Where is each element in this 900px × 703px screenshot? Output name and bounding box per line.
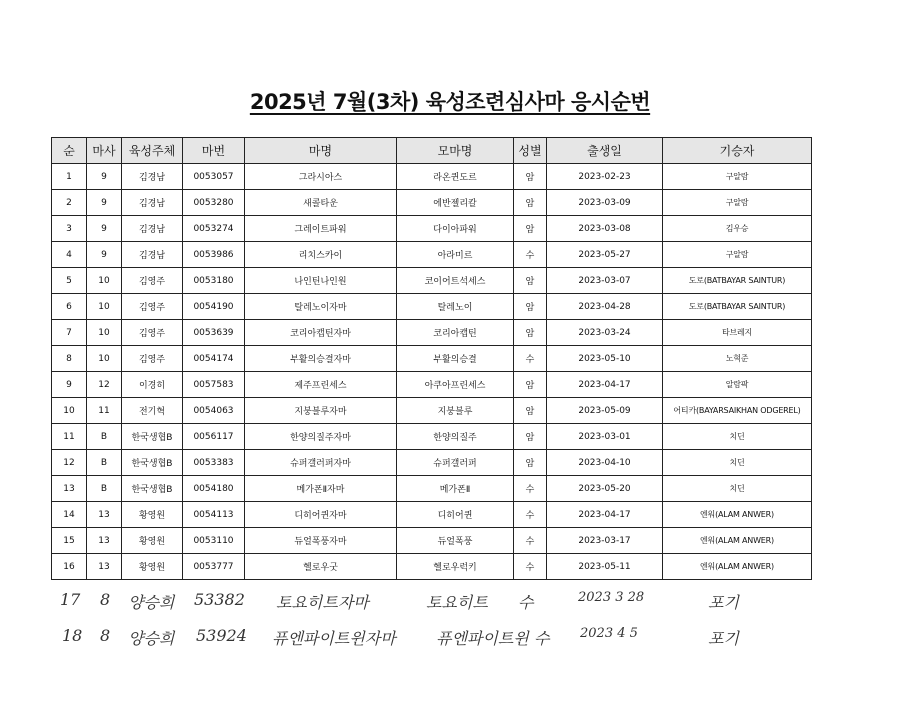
cell-stable: 9 (87, 242, 122, 268)
cell-sex: 수 (514, 346, 547, 372)
cell-rider: 엔워(ALAM ANWER) (663, 554, 812, 580)
header-rider: 기승자 (663, 138, 812, 164)
cell-no: 6 (52, 294, 87, 320)
cell-sex: 암 (514, 398, 547, 424)
cell-horse-no: 0053280 (183, 190, 245, 216)
hw-sex: 수 (518, 593, 534, 612)
cell-sex: 암 (514, 164, 547, 190)
cell-stable: 10 (87, 294, 122, 320)
cell-horse-name: 부활의승결자마 (245, 346, 397, 372)
cell-rider: 구알람 (663, 242, 812, 268)
cell-owner: 황영원 (122, 528, 183, 554)
cell-no: 14 (52, 502, 87, 528)
cell-horse-no: 0053777 (183, 554, 245, 580)
cell-dam-name: 아라미르 (397, 242, 514, 268)
page-title: 2025년 7월(3차) 육성조련심사마 응시순번 (249, 90, 651, 114)
table-row (52, 346, 812, 372)
cell-owner: 김경남 (122, 242, 183, 268)
cell-birth-date: 2023-05-10 (547, 346, 663, 372)
cell-dam-name: 다이아파워 (397, 216, 514, 242)
hw-horse-no: 53924 (196, 626, 247, 645)
cell-no: 2 (52, 190, 87, 216)
hw-stable: 8 (100, 626, 111, 645)
cell-stable: B (87, 424, 122, 450)
cell-birth-date: 2023-03-09 (547, 190, 663, 216)
cell-horse-name: 새콜타운 (245, 190, 397, 216)
cell-no: 5 (52, 268, 87, 294)
cell-owner: 황영원 (122, 502, 183, 528)
cell-horse-no: 0053110 (183, 528, 245, 554)
table-row (52, 398, 812, 424)
cell-birth-date: 2023-04-17 (547, 372, 663, 398)
cell-no: 13 (52, 476, 87, 502)
table-row (52, 476, 812, 502)
cell-stable: 13 (87, 528, 122, 554)
cell-rider: 노혁준 (663, 346, 812, 372)
header-owner: 육성주체 (122, 138, 183, 164)
cell-horse-no: 0054180 (183, 476, 245, 502)
cell-rider: 엔워(ALAM ANWER) (663, 502, 812, 528)
cell-stable: 12 (87, 372, 122, 398)
cell-stable: B (87, 476, 122, 502)
cell-dam-name: 메가폰Ⅱ (397, 476, 514, 502)
cell-horse-name: 그레이트파워 (245, 216, 397, 242)
header-horse-no: 마번 (183, 138, 245, 164)
cell-sex: 암 (514, 450, 547, 476)
cell-owner: 김경남 (122, 216, 183, 242)
cell-dam-name: 코이어트석세스 (397, 268, 514, 294)
cell-horse-no: 0056117 (183, 424, 245, 450)
cell-dam-name: 탈레노이 (397, 294, 514, 320)
cell-dam-name: 듀얼폭풍 (397, 528, 514, 554)
hw-horse-no: 53382 (194, 590, 245, 609)
cell-no: 8 (52, 346, 87, 372)
cell-horse-no: 0053180 (183, 268, 245, 294)
cell-owner: 한국생협B (122, 476, 183, 502)
cell-owner: 이경히 (122, 372, 183, 398)
header-stable: 마사 (87, 138, 122, 164)
cell-birth-date: 2023-03-24 (547, 320, 663, 346)
cell-dam-name: 슈퍼갤러퍼 (397, 450, 514, 476)
cell-owner: 전기혁 (122, 398, 183, 424)
cell-no: 15 (52, 528, 87, 554)
cell-birth-date: 2023-04-17 (547, 502, 663, 528)
cell-birth-date: 2023-03-07 (547, 268, 663, 294)
cell-rider: 타브레지 (663, 320, 812, 346)
cell-owner: 김영주 (122, 268, 183, 294)
cell-horse-no: 0053057 (183, 164, 245, 190)
header-no: 순 (52, 138, 87, 164)
cell-horse-name: 리치스카이 (245, 242, 397, 268)
table-row (52, 294, 812, 320)
cell-rider: 치딘 (663, 424, 812, 450)
cell-sex: 수 (514, 242, 547, 268)
cell-horse-no: 0054190 (183, 294, 245, 320)
cell-no: 1 (52, 164, 87, 190)
hw-sex: 수 (534, 629, 550, 648)
cell-rider: 치딘 (663, 476, 812, 502)
hw-birth-date: 2023 3 28 (578, 590, 645, 605)
cell-horse-no: 0053383 (183, 450, 245, 476)
cell-stable: 9 (87, 164, 122, 190)
cell-horse-name: 슈퍼갤러퍼자마 (245, 450, 397, 476)
cell-horse-no: 0054174 (183, 346, 245, 372)
cell-horse-no: 0053986 (183, 242, 245, 268)
table-row (52, 502, 812, 528)
table-row (52, 242, 812, 268)
cell-rider: 치딘 (663, 450, 812, 476)
cell-no: 3 (52, 216, 87, 242)
cell-dam-name: 지붕블루 (397, 398, 514, 424)
cell-dam-name: 코리아캡틴 (397, 320, 514, 346)
hw-owner: 양승희 (128, 629, 175, 648)
cell-sex: 암 (514, 268, 547, 294)
cell-horse-no: 0057583 (183, 372, 245, 398)
cell-rider: 도로(BATBAYAR SAINTUR) (663, 268, 812, 294)
cell-birth-date: 2023-03-01 (547, 424, 663, 450)
cell-horse-no: 0053639 (183, 320, 245, 346)
cell-horse-name: 코리아캡틴자마 (245, 320, 397, 346)
cell-rider: 어티카(BAYARSAIKHAN ODGEREL) (663, 398, 812, 424)
cell-no: 10 (52, 398, 87, 424)
cell-sex: 암 (514, 190, 547, 216)
cell-birth-date: 2023-05-27 (547, 242, 663, 268)
cell-sex: 수 (514, 476, 547, 502)
cell-horse-name: 나인틴나인원 (245, 268, 397, 294)
cell-horse-name: 그라시아스 (245, 164, 397, 190)
table-row (52, 372, 812, 398)
cell-owner: 황영원 (122, 554, 183, 580)
table-row (52, 528, 812, 554)
cell-rider: 구알람 (663, 190, 812, 216)
cell-no: 11 (52, 424, 87, 450)
cell-horse-name: 메가폰Ⅱ자마 (245, 476, 397, 502)
cell-horse-name: 지붕블루자마 (245, 398, 397, 424)
cell-dam-name: 헬로우럭키 (397, 554, 514, 580)
cell-no: 12 (52, 450, 87, 476)
cell-sex: 암 (514, 424, 547, 450)
cell-owner: 김경남 (122, 164, 183, 190)
cell-sex: 수 (514, 502, 547, 528)
table-row (52, 190, 812, 216)
cell-no: 4 (52, 242, 87, 268)
hw-owner: 양승희 (128, 593, 175, 612)
cell-dam-name: 에반젤리칼 (397, 190, 514, 216)
table-row (52, 554, 812, 580)
header-row (52, 138, 812, 164)
cell-sex: 암 (514, 320, 547, 346)
cell-stable: 9 (87, 216, 122, 242)
cell-stable: 11 (87, 398, 122, 424)
cell-birth-date: 2023-05-20 (547, 476, 663, 502)
cell-owner: 한국생협B (122, 424, 183, 450)
cell-birth-date: 2023-04-10 (547, 450, 663, 476)
header-dam-name: 모마명 (397, 138, 514, 164)
cell-owner: 김경남 (122, 190, 183, 216)
cell-birth-date: 2023-04-28 (547, 294, 663, 320)
cell-horse-no: 0054113 (183, 502, 245, 528)
cell-rider: 김우승 (663, 216, 812, 242)
cell-dam-name: 아쿠아프린세스 (397, 372, 514, 398)
cell-sex: 수 (514, 554, 547, 580)
cell-owner: 김영주 (122, 294, 183, 320)
hw-dam-name: 퓨엔파이트윈 (436, 629, 529, 648)
handwritten-row-18 (0, 620, 900, 658)
hw-horse-name: 퓨엔파이트윈자마 (272, 629, 396, 648)
cell-horse-name: 탈레노이자마 (245, 294, 397, 320)
cell-birth-date: 2023-03-08 (547, 216, 663, 242)
cell-stable: B (87, 450, 122, 476)
cell-dam-name: 부활의승결 (397, 346, 514, 372)
cell-sex: 수 (514, 528, 547, 554)
entry-table (51, 137, 812, 580)
cell-horse-name: 디히어퀸자마 (245, 502, 397, 528)
table-row (52, 268, 812, 294)
cell-horse-name: 제주프린세스 (245, 372, 397, 398)
cell-dam-name: 디히어퀸 (397, 502, 514, 528)
cell-no: 7 (52, 320, 87, 346)
cell-sex: 암 (514, 294, 547, 320)
header-sex: 성별 (514, 138, 547, 164)
cell-horse-no: 0054063 (183, 398, 245, 424)
cell-rider: 구알람 (663, 164, 812, 190)
hw-note: 포기 (708, 629, 739, 648)
cell-no: 16 (52, 554, 87, 580)
table-row (52, 216, 812, 242)
handwritten-row-17 (0, 584, 900, 622)
cell-rider: 엔워(ALAM ANWER) (663, 528, 812, 554)
cell-owner: 김영주 (122, 320, 183, 346)
hw-dam-name: 토요히트 (426, 593, 488, 612)
cell-sex: 암 (514, 372, 547, 398)
cell-owner: 김영주 (122, 346, 183, 372)
hw-birth-date: 2023 4 5 (580, 626, 638, 641)
cell-dam-name: 한양의질주 (397, 424, 514, 450)
cell-birth-date: 2023-05-11 (547, 554, 663, 580)
header-horse-name: 마명 (245, 138, 397, 164)
table-row (52, 320, 812, 346)
cell-horse-no: 0053274 (183, 216, 245, 242)
hw-no: 17 (60, 590, 81, 609)
table-row (52, 450, 812, 476)
cell-stable: 13 (87, 554, 122, 580)
cell-stable: 10 (87, 268, 122, 294)
cell-rider: 알람팍 (663, 372, 812, 398)
cell-stable: 10 (87, 320, 122, 346)
cell-birth-date: 2023-02-23 (547, 164, 663, 190)
header-birth-date: 출생일 (547, 138, 663, 164)
hw-stable: 8 (100, 590, 111, 609)
hw-horse-name: 토요히트자마 (276, 593, 369, 612)
hw-note: 포기 (708, 593, 739, 612)
hw-no: 18 (62, 626, 83, 645)
table-row (52, 164, 812, 190)
cell-birth-date: 2023-03-17 (547, 528, 663, 554)
cell-dam-name: 라온퀸도르 (397, 164, 514, 190)
cell-owner: 한국생협B (122, 450, 183, 476)
cell-rider: 도로(BATBAYAR SAINTUR) (663, 294, 812, 320)
cell-horse-name: 한양의질주자마 (245, 424, 397, 450)
table-row (52, 424, 812, 450)
cell-stable: 13 (87, 502, 122, 528)
cell-horse-name: 헬로우굿 (245, 554, 397, 580)
cell-no: 9 (52, 372, 87, 398)
cell-sex: 암 (514, 216, 547, 242)
cell-stable: 10 (87, 346, 122, 372)
cell-horse-name: 듀얼폭풍자마 (245, 528, 397, 554)
cell-birth-date: 2023-05-09 (547, 398, 663, 424)
cell-stable: 9 (87, 190, 122, 216)
